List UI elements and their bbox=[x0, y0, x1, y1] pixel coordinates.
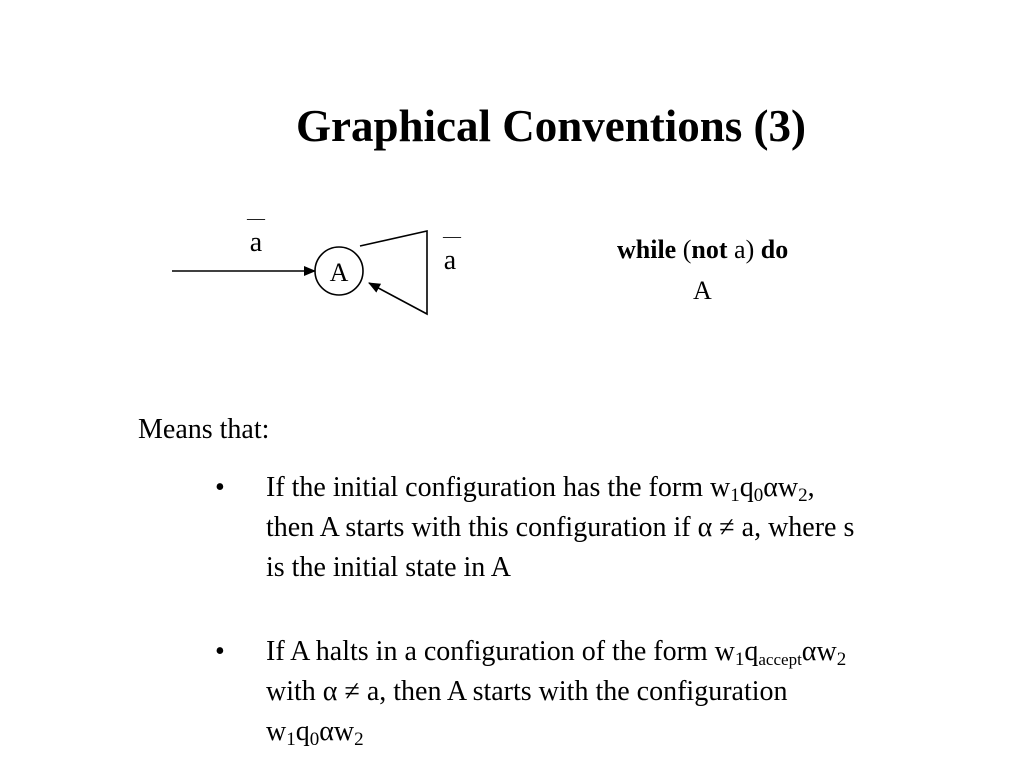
bullet-2 bbox=[266, 632, 846, 752]
edge-in-overline: — bbox=[247, 208, 265, 228]
bullet-1 bbox=[266, 468, 854, 588]
bullet-marker-2: • bbox=[215, 636, 225, 667]
bullet-2-line-1: If A halts in a configuration of the form $w_1q_{accept}\alpha w_2$ bbox=[266, 636, 847, 670]
kw-do: do bbox=[760, 235, 789, 264]
code-cond: a) bbox=[734, 235, 755, 264]
loop-edge bbox=[360, 231, 427, 314]
bullet-1-line-3: is the initial state in A bbox=[266, 552, 511, 583]
means-heading: Means that: bbox=[138, 414, 270, 445]
bullet-2-line-3: $w_1q_0\alpha w_2$ bbox=[266, 716, 364, 750]
code-while-line bbox=[617, 234, 788, 266]
code-body: A bbox=[693, 276, 712, 305]
bullet-marker-1: • bbox=[215, 472, 225, 503]
slide-title: Graphical Conventions (3) bbox=[295, 101, 807, 151]
edge-loop-overline: — bbox=[443, 226, 461, 246]
bullet-1-line-2: then A starts with this configuration if α ≠ a, where s bbox=[266, 512, 855, 543]
bullet-1-line-1: If the initial configuration has the form $w_1q_0\alpha w_2$, bbox=[266, 472, 815, 506]
kw-while: while bbox=[617, 235, 677, 264]
node-label: A bbox=[329, 258, 349, 287]
code-open-paren: ( bbox=[682, 235, 692, 264]
bullet-2-line-2: with α ≠ a, then A starts with the configuration bbox=[266, 676, 788, 707]
edge-in-label: a bbox=[249, 227, 263, 258]
edge-loop-label: a bbox=[443, 245, 457, 276]
kw-not: not bbox=[691, 235, 728, 264]
